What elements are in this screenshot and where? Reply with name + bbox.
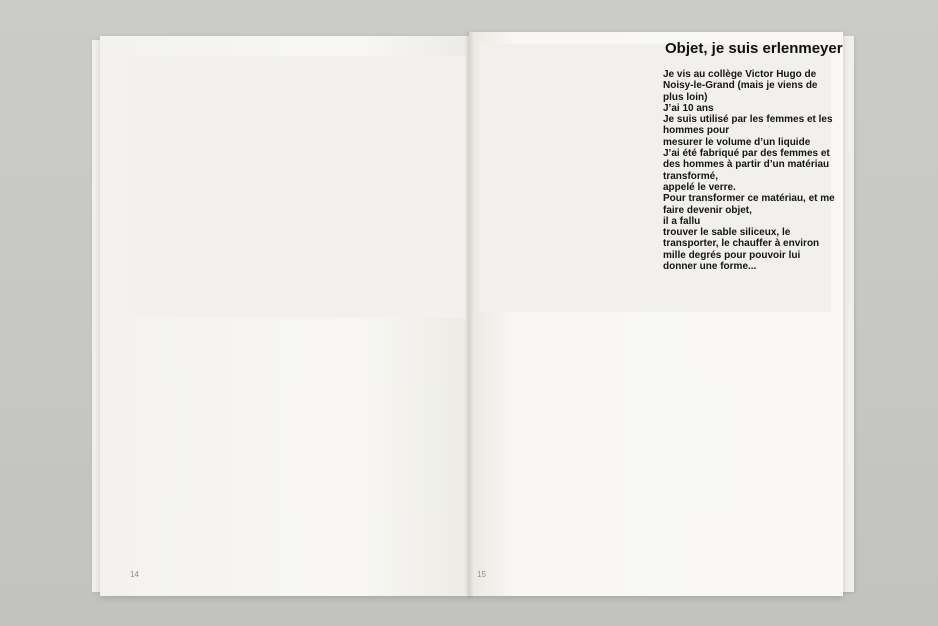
page-title: Objet, je suis erlenmeyer (665, 40, 843, 57)
page-number-left: 14 (130, 570, 139, 579)
body-line: faire devenir objet, (663, 204, 752, 216)
body-line: J’ai été fabriqué par des femmes et (663, 148, 830, 160)
body-line: mesurer le volume d’un liquide (663, 136, 811, 148)
body-line: des hommes à partir d’un matériau (663, 159, 830, 171)
body-line: donner une forme... (663, 261, 757, 273)
body-line: plus loin) (663, 91, 708, 103)
right-page (469, 32, 843, 596)
show-through-image-left (124, 56, 466, 318)
body-line: hommes pour (663, 125, 730, 137)
body-line: il a fallu (663, 215, 701, 227)
body-line: Pour transformer ce matériau, et me (663, 193, 835, 205)
body-line: transformé, (663, 170, 719, 182)
body-line: mille degrés pour pouvoir lui (663, 249, 801, 261)
page-number-right: 15 (477, 570, 486, 579)
body-line: transporter, le chauffer à environ (663, 238, 820, 250)
body-line: Je vis au collège Victor Hugo de (663, 69, 817, 80)
body-line: appelé le verre. (663, 181, 736, 193)
body-line: Noisy-le-Grand (mais je viens de (663, 80, 818, 92)
body-line: Je suis utilisé par les femmes et les (663, 114, 833, 126)
left-page (100, 36, 469, 596)
body-text (663, 69, 839, 272)
body-line: J’ai 10 ans (663, 102, 714, 114)
body-line: trouver le sable siliceux, le (663, 227, 791, 239)
book-gutter (466, 32, 474, 598)
